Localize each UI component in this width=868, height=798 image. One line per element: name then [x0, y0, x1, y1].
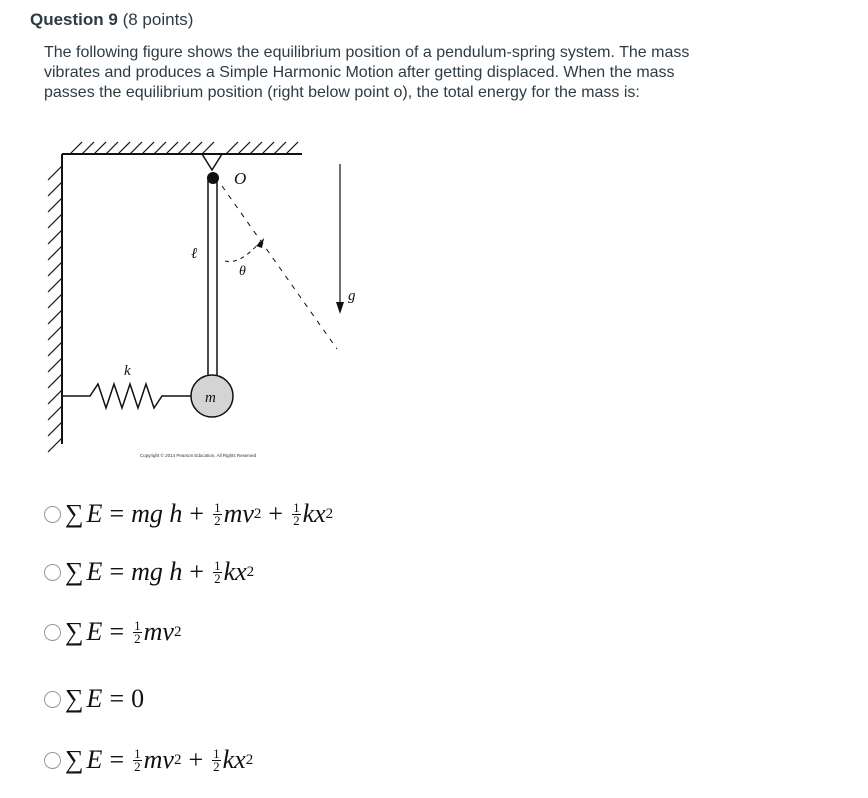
- fraction: $\frac{1}{2}$: [134, 617, 141, 646]
- radio-button-2[interactable]: [44, 564, 61, 581]
- answer-option-4[interactable]: [44, 679, 144, 719]
- fraction: $\frac{1}{2}$: [134, 745, 141, 774]
- answer-option-5[interactable]: [44, 740, 253, 780]
- question-number: Question 9: [30, 10, 118, 29]
- spring-label: k: [124, 363, 131, 379]
- pivot-label: O: [234, 169, 247, 188]
- gravity-arrow-icon: [336, 302, 344, 314]
- pendulum-spring-figure: [40, 134, 370, 470]
- question-prompt: The following figure shows the equilibrium position of a pendulum-spring system. The mass vibrates and produces a Simple Harmonic Motion after getting displaced. When the mass passes the equilibrium position (right below point o), the total energy for the mass is:: [44, 44, 690, 101]
- radio-button-3[interactable]: [44, 624, 61, 641]
- fraction: $\frac{1}{2}$: [214, 557, 221, 586]
- answer-formula-5: ∑ E = $\frac{1}{2}$ mv 2 + $\frac{1}{2}$ kx 2: [65, 745, 254, 774]
- answer-option-1[interactable]: [44, 494, 333, 534]
- spring-zigzag: [62, 384, 192, 408]
- answer-formula-2: ∑ E = mg h + $\frac{1}{2}$ kx 2: [65, 557, 255, 586]
- pendulum-rod: [208, 178, 217, 398]
- fraction: $\frac{1}{2}$: [293, 499, 300, 528]
- answer-formula-3: ∑ E = $\frac{1}{2}$ mv 2: [65, 617, 182, 646]
- angle-arrow-icon: [256, 238, 264, 248]
- radio-button-4[interactable]: [44, 691, 61, 708]
- copyright-text: Copyright © 2014 Pearson Education, All Rights Reserved: [140, 453, 257, 458]
- gravity-label: g: [348, 288, 356, 304]
- angle-arc: [225, 242, 260, 262]
- fraction: $\frac{1}{2}$: [213, 745, 220, 774]
- angle-label: θ: [239, 264, 246, 279]
- pivot-point: [207, 172, 219, 184]
- pivot-support: [202, 154, 222, 170]
- length-label: ℓ: [191, 246, 198, 262]
- answer-formula-1: ∑ E = mg h + $\frac{1}{2}$ mv 2 + $\frac{1}{2}$ kx 2: [65, 499, 334, 528]
- wall-hatch: [48, 166, 62, 452]
- answer-formula-4: ∑ E = 0: [65, 684, 145, 713]
- question-header: [30, 10, 193, 30]
- radio-button-1[interactable]: [44, 506, 61, 523]
- mass-label: m: [205, 390, 216, 406]
- answer-option-2[interactable]: [44, 552, 254, 592]
- fraction: $\frac{1}{2}$: [214, 499, 221, 528]
- question-points: (8 points): [122, 10, 194, 29]
- figure-svg: [40, 134, 370, 470]
- answer-option-3[interactable]: [44, 612, 181, 652]
- radio-button-5[interactable]: [44, 752, 61, 769]
- ceiling-hatch: [70, 142, 298, 154]
